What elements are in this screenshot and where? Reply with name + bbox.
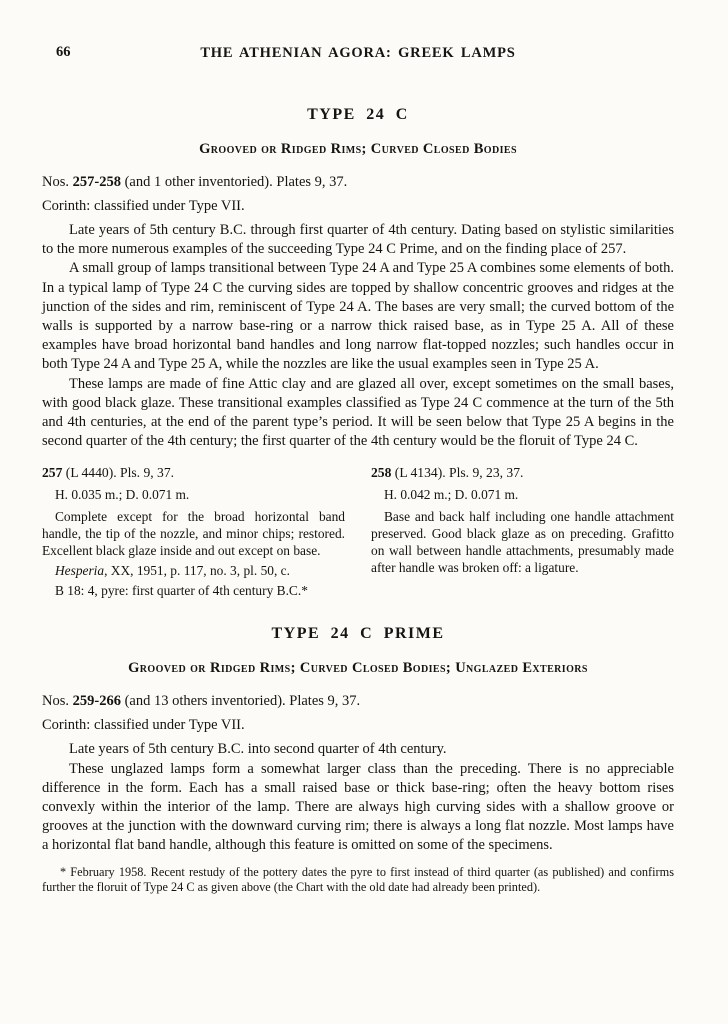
entry-provenance: B 18: 4, pyre: first quarter of 4th century B.C.* xyxy=(55,583,308,599)
entry-reference-journal: Hesperia xyxy=(55,563,105,579)
entry-dimensions: H. 0.042 m.; D. 0.071 m. xyxy=(384,487,519,503)
nos-range: 259-266 xyxy=(72,693,121,710)
catalog-entry-258 xyxy=(371,464,674,599)
entry-reference xyxy=(42,562,345,579)
section-subheading-type-24c: Grooved or Ridged Rims; Curved Closed Bodies xyxy=(199,141,517,157)
entry-description: Complete except for the broad horizontal band handle, the tip of the nozzle, and minor chips; restored. Excellent black glaze inside and out except on base. xyxy=(42,509,345,559)
nos-suffix: (and 13 others inventoried). Plates 9, 37. xyxy=(120,693,361,710)
entry-dimensions: H. 0.035 m.; D. 0.071 m. xyxy=(55,487,190,503)
paragraph-clay-glaze: These lamps are made of fine Attic clay and are glazed all over, except sometimes on the small bases, with good black glaze. These transitional examples classified as Type 24 C commence at the turn of the 5th and 4th centuries, at the end of the parent type’s period. It will be seen below that Type 25 A begins in the second quarter of the 4th century; the first quarter of the 4th century would be the floruit of Type 24 C. xyxy=(42,375,674,450)
footnote: * February 1958. Recent restudy of the pottery dates the pyre to first instead of third quarter (as published) and confirms further the floruit of Type 24 C as given above (the Chart with the old date had already been printed). xyxy=(42,864,674,895)
section-heading-type-24c: TYPE 24 C xyxy=(307,106,409,123)
page-header xyxy=(42,44,674,64)
nos-range: 257-258 xyxy=(72,174,121,190)
running-title: THE ATHENIAN AGORA: GREEK LAMPS xyxy=(200,45,516,61)
section-heading-type-24c-prime: TYPE 24 C PRIME xyxy=(271,625,445,643)
nos-line-type-24c xyxy=(42,174,674,191)
paragraph-description: A small group of lamps transitional between Type 24 A and Type 25 A combines some elements of both. In a typical lamp of Type 24 C the curving sides are topped by shallow concentric grooves and ridges at the junction of the sides and rim, reminiscent of Type 24 A. The bases are very small; the curved bottom of the walls is supported by a narrow base-ring or a narrow thick raised base, as in Type 25 A. All of these examples have broad horizontal band handles and long narrow flat-topped nozzles; such handles occur in both Type 24 A and Type 25 A, while the nozzles are like the usual examples seen in Type 25 A. xyxy=(42,260,674,373)
entry-reference-rest: , XX, 1951, p. 117, no. 3, pl. 50, c. xyxy=(104,563,290,579)
section-subheading-type-24c-prime: Grooved or Ridged Rims; Curved Closed Bodies; Unglazed Exteriors xyxy=(128,660,588,677)
entry-description: Base and back half including one handle attachment preserved. Good black glaze as on preceding. Grafitto on wall between handle attachments, presumably made after handle was broken off: a ligature. xyxy=(371,509,674,576)
paragraph-prime-dating: Late years of 5th century B.C. into second quarter of 4th century. xyxy=(69,741,447,758)
entry-number: 257 xyxy=(42,465,63,481)
page-number: 66 xyxy=(56,44,71,60)
paragraph-prime-description: These unglazed lamps form a somewhat larger class than the preceding. There is no appreciable difference in the form. Each has a small raised base or thick base-ring; often the heavy bottom rises convexly within the interior of the lamp. There are always high curving sides with a shallow groove or grooves at the junction with the downward curving rim; there is always a long flat nozzle. Most lamps have a horizontal flat band handle, although this feature is omitted on some of the specimens. xyxy=(42,760,674,854)
nos-line-type-24c-prime xyxy=(42,693,674,710)
nos-prefix: Nos. xyxy=(42,693,73,710)
paragraph-dating: Late years of 5th century B.C. through first quarter of 4th century. Dating based on stylistic similarities to the more numerous examples of the succeeding Type 24 C Prime, and on the finding place of 257. xyxy=(42,222,674,258)
entry-title-rest: (L 4440). Pls. 9, 37. xyxy=(62,465,175,481)
entry-title-rest: (L 4134). Pls. 9, 23, 37. xyxy=(391,465,524,481)
nos-prefix: Nos. xyxy=(42,174,73,190)
entry-title xyxy=(42,464,345,481)
nos-suffix: (and 1 other inventoried). Plates 9, 37. xyxy=(120,174,348,190)
catalog-entries xyxy=(42,464,674,599)
corinth-line-type-24c: Corinth: classified under Type VII. xyxy=(42,198,245,214)
corinth-line-type-24c-prime: Corinth: classified under Type VII. xyxy=(42,717,245,734)
entry-title xyxy=(371,464,674,481)
entry-number: 258 xyxy=(371,465,392,481)
catalog-entry-257 xyxy=(42,464,345,599)
